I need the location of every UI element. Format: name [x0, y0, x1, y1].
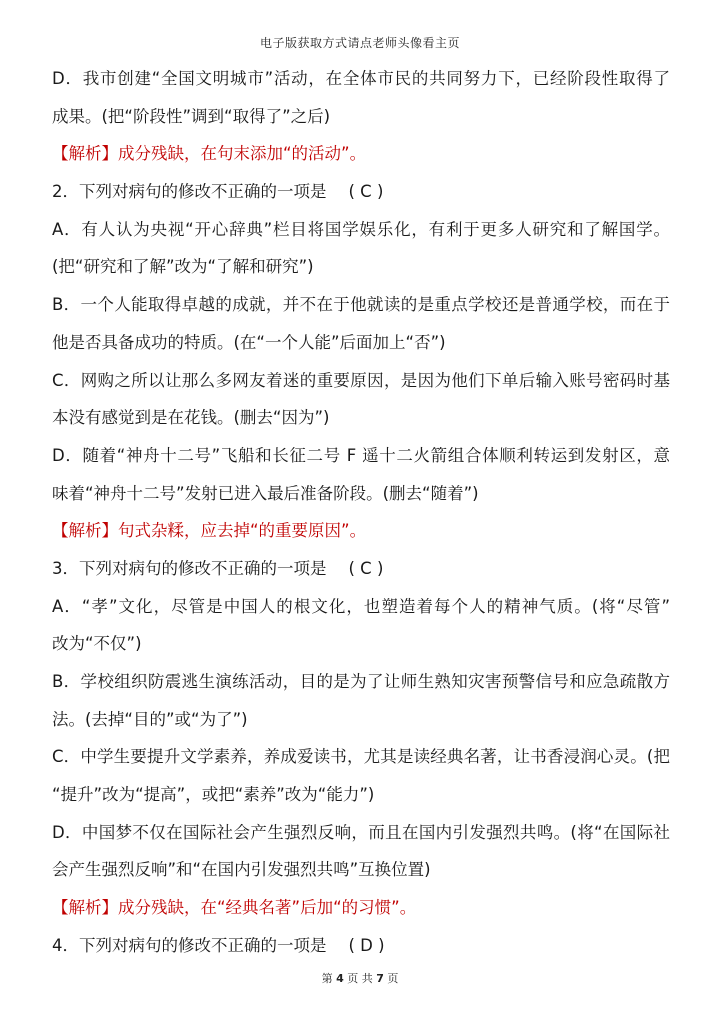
q3-option-c-line-2: “提升”改为“提高”，或把“素养”改为“能力”) [52, 785, 375, 805]
question-2 [52, 173, 670, 211]
q3-option-c-line-1: C．中学生要提升文学素养，养成爱读书，尤其是读经典名著，让书香浸润心灵。(把 [52, 747, 670, 767]
question-3-answer: ( C ) [348, 558, 384, 578]
q2-option-c-line-1: C．网购之所以让那么多网友着迷的重要原因，是因为他们下单后输入账号密码时基 [52, 370, 670, 390]
q2-option-b-line-1: B．一个人能取得卓越的成就，并不在于他就读的是重点学校还是普通学校，而在于 [52, 295, 670, 315]
footer-prefix: 第 [321, 972, 333, 985]
question-2-text: 2．下列对病句的修改不正确的一项是 [52, 182, 327, 202]
q3-option-a-line-1: A．“孝”文化，尽管是中国人的根文化，也塑造着每个人的精神气质。(将“尽管” [52, 596, 670, 616]
q3-option-d-line-2: 会产生强烈反响”和“在国内引发强烈共鸣”互换位置) [52, 860, 431, 880]
q2-option-a-line-2: (把“研究和了解”改为“了解和研究”) [52, 257, 314, 277]
page-header: 电子版获取方式请点老师头像看主页 [259, 36, 460, 50]
page-footer [0, 970, 720, 986]
q3-option-b-line-2: 法。(去掉“目的”或“为了”) [52, 709, 248, 729]
question-4-answer: ( D ) [348, 935, 385, 955]
question-2-answer: ( C ) [348, 182, 384, 202]
document-body [52, 60, 670, 965]
option-d-line-2: 成果。(把“阶段性”调到“取得了”之后) [52, 106, 331, 126]
footer-suffix: 页 [387, 972, 399, 985]
q2-option-c-line-2: 本没有感觉到是在花钱。(删去“因为”) [52, 408, 330, 428]
question-4 [52, 927, 670, 965]
footer-total-pages: 7 [376, 972, 384, 985]
q2-option-a-line-1: A．有人认为央视“开心辞典”栏目将国学娱乐化，有利于更多人研究和了解国学。 [52, 219, 670, 239]
q3-option-d-line-1: D．中国梦不仅在国际社会产生强烈反响，而且在国内引发强烈共鸣。(将“在国际社 [52, 822, 670, 842]
q2-option-d-line-2: 味着“神舟十二号”发射已进入最后准备阶段。(删去“随着”) [52, 483, 479, 503]
footer-middle: 页 共 [347, 972, 373, 985]
analysis-2: 【解析】句式杂糅，应去掉“的重要原因”。 [52, 521, 367, 541]
q3-option-b-line-1: B．学校组织防震逃生演练活动，目的是为了让师生熟知灾害预警信号和应急疏散方 [52, 672, 670, 691]
q2-option-b-line-2: 他是否具备成功的特质。(在“一个人能”后面加上“否”) [52, 332, 446, 352]
footer-page-number: 4 [336, 972, 344, 985]
analysis-1: 【解析】成分残缺，在句末添加“的活动”。 [52, 144, 367, 164]
question-3 [52, 550, 670, 588]
q3-option-a-line-2: 改为“不仅”) [52, 634, 142, 654]
analysis-3: 【解析】成分残缺，在“经典名著”后加“的习惯”。 [52, 898, 417, 918]
question-3-text: 3．下列对病句的修改不正确的一项是 [52, 558, 327, 578]
option-d-line-1: D．我市创建“全国文明城市”活动，在全体市民的共同努力下，已经阶段性取得了 [52, 69, 670, 88]
question-4-text: 4．下列对病句的修改不正确的一项是 [52, 935, 327, 955]
q2-option-d-line-1: D．随着“神舟十二号”飞船和长征二号 F 遥十二火箭组合体顺利转运到发射区，意 [52, 445, 670, 465]
